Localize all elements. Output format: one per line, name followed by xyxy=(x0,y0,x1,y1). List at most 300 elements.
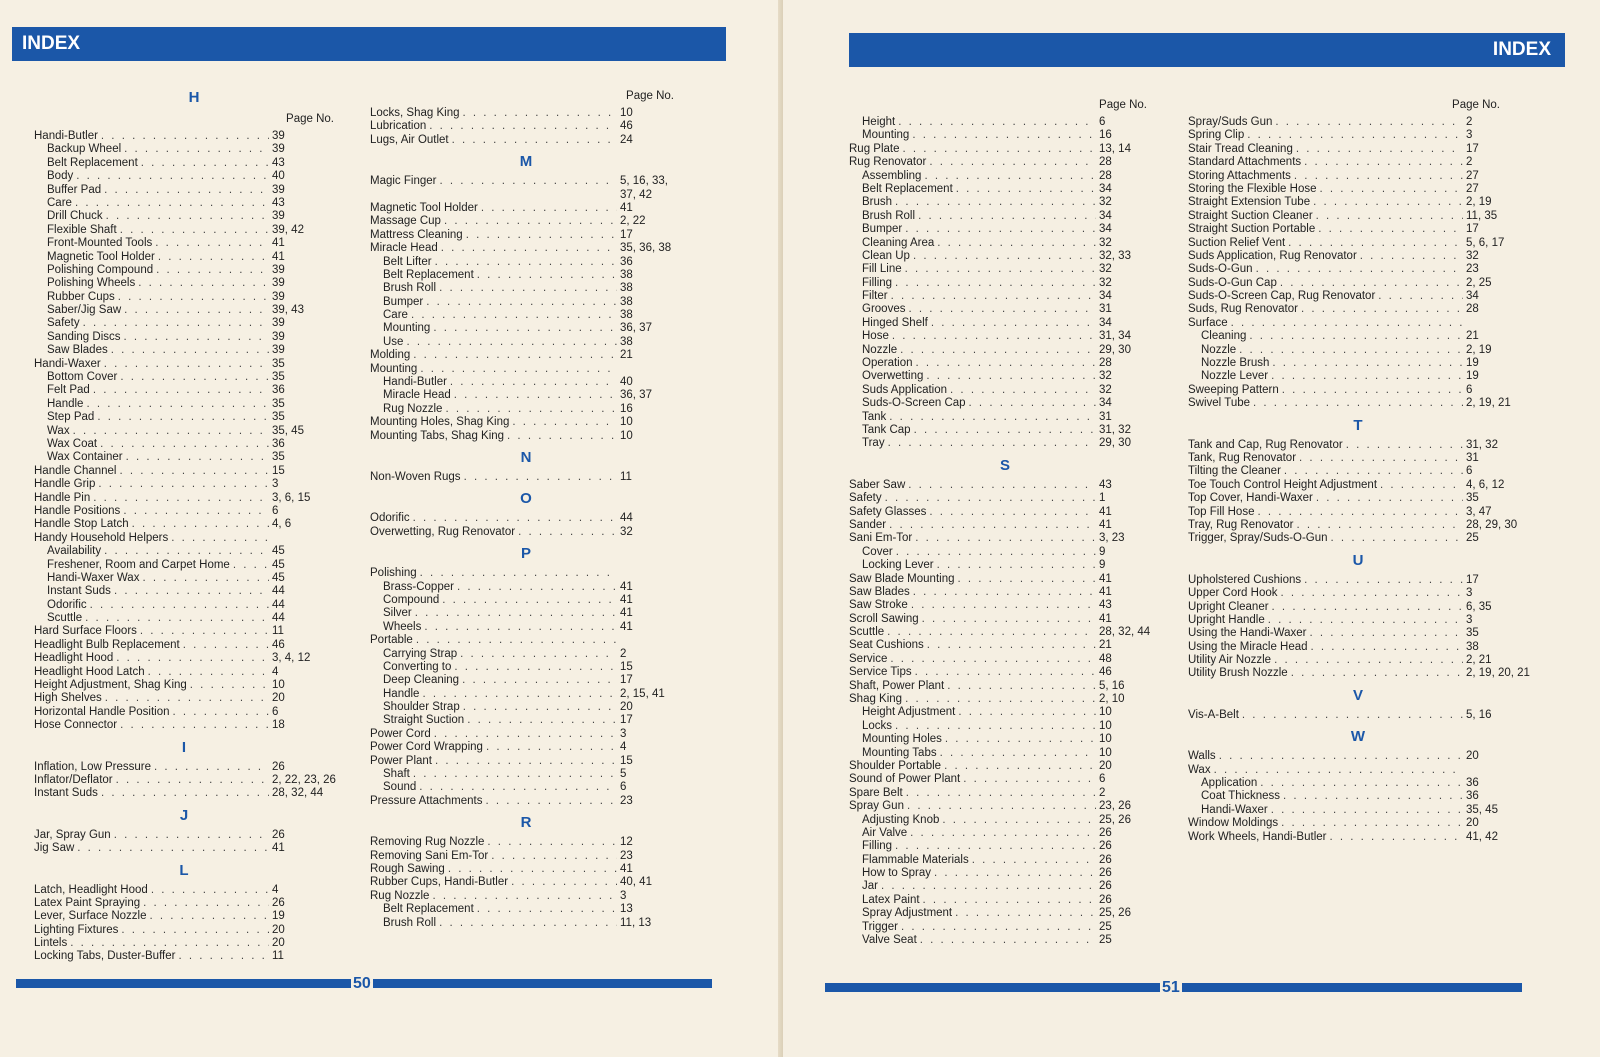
index-subentry xyxy=(34,398,334,411)
entry-page-numbers: 41 xyxy=(1099,505,1112,518)
leader-dots xyxy=(155,237,269,250)
entry-page-numbers: 41 xyxy=(620,201,633,214)
entry-page-numbers: 6 xyxy=(1099,116,1106,128)
section-letter-m: M xyxy=(519,153,533,171)
entry-page-numbers: 35 xyxy=(1466,492,1479,505)
entry-term: Grooves xyxy=(862,303,906,316)
entry-page-numbers: 44 xyxy=(272,612,285,625)
entry-term: Air Valve xyxy=(862,826,908,839)
leader-dots xyxy=(1313,196,1463,209)
entry-page-numbers: 5, 6, 17 xyxy=(1466,236,1505,249)
index-entry xyxy=(1188,183,1528,196)
entry-page-numbers: 17 xyxy=(1466,142,1479,155)
leader-dots xyxy=(441,242,617,255)
leader-dots xyxy=(450,376,617,389)
index-entry xyxy=(1188,452,1528,465)
left-col2-entries xyxy=(370,107,682,930)
index-entry xyxy=(370,363,682,376)
entry-term: Top Cover, Handi-Waxer xyxy=(1188,492,1313,505)
index-entry xyxy=(34,692,334,705)
index-entry xyxy=(34,774,334,787)
index-entry xyxy=(34,625,334,638)
leader-dots xyxy=(895,840,1096,853)
entry-page-numbers: 25 xyxy=(1099,934,1112,947)
entry-page-numbers: 41 xyxy=(620,580,633,593)
index-subentry xyxy=(849,223,1161,236)
index-subentry xyxy=(849,894,1161,907)
entry-term: Window Moldings xyxy=(1188,817,1279,830)
leader-dots xyxy=(435,755,617,768)
entry-term: Valve Seat xyxy=(862,934,917,947)
leader-dots xyxy=(895,277,1096,290)
leader-dots xyxy=(154,761,269,774)
leader-dots xyxy=(1283,790,1463,803)
entry-page-numbers: 32, 33 xyxy=(1099,249,1131,262)
entry-page-numbers: 38 xyxy=(620,268,633,281)
leader-dots xyxy=(124,331,269,344)
index-subentry xyxy=(849,934,1161,947)
leader-dots xyxy=(123,505,269,518)
entry-page-numbers: 5, 16 xyxy=(1099,679,1125,692)
entry-page-numbers: 20 xyxy=(272,923,285,936)
entry-term: Use xyxy=(383,335,404,348)
index-entry xyxy=(1188,479,1528,492)
entry-page-numbers: 11 xyxy=(272,950,284,963)
leader-dots xyxy=(911,599,1096,612)
index-subentry xyxy=(34,224,334,237)
leader-dots xyxy=(463,107,617,120)
entry-page-numbers: 34 xyxy=(1099,290,1112,303)
entry-term: Buffer Pad xyxy=(47,183,102,196)
index-subentry xyxy=(1188,777,1528,790)
index-subentry xyxy=(849,397,1161,410)
index-entry xyxy=(849,800,1161,813)
leader-dots xyxy=(922,613,1096,626)
leader-dots xyxy=(111,344,269,357)
entry-term: Wax Container xyxy=(47,451,123,464)
leader-dots xyxy=(896,546,1096,559)
leader-dots xyxy=(890,653,1096,666)
leader-dots xyxy=(114,585,269,598)
entry-term: Power Plant xyxy=(370,754,433,767)
leader-dots xyxy=(945,733,1096,746)
entry-term: Brush Roll xyxy=(383,916,437,929)
entry-term: Scuttle xyxy=(849,626,885,639)
leader-dots xyxy=(887,626,1096,639)
entry-term: Lever, Surface Nozzle xyxy=(34,910,147,923)
entry-page-numbers: 6 xyxy=(272,705,279,718)
index-entry xyxy=(34,950,334,963)
entry-term: Safety xyxy=(47,317,80,330)
index-subentry xyxy=(34,304,334,317)
entry-term: Bumper xyxy=(383,295,424,308)
entry-page-numbers: 34 xyxy=(1099,223,1112,236)
index-entry xyxy=(1188,170,1528,183)
page-no-label: Page No. xyxy=(626,90,674,102)
index-entry xyxy=(849,760,1161,773)
entry-term: Availability xyxy=(47,545,102,558)
entry-term: Bumper xyxy=(862,223,903,236)
entry-term: Power Cord Wrapping xyxy=(370,741,483,754)
leader-dots xyxy=(905,263,1096,276)
entry-term: Mattress Cleaning xyxy=(370,228,463,241)
entry-page-numbers: 32 xyxy=(1099,383,1112,396)
leader-dots xyxy=(1288,237,1463,250)
entry-term: Mounting Tabs xyxy=(862,746,937,759)
index-subentry xyxy=(849,170,1161,183)
entry-term: Lugs, Air Outlet xyxy=(370,133,449,146)
index-subentry xyxy=(370,768,682,781)
right-header-title: INDEX xyxy=(1492,39,1551,60)
entry-page-numbers: 44 xyxy=(272,585,285,598)
leader-dots xyxy=(924,170,1096,183)
index-subentry xyxy=(34,371,334,384)
leader-dots xyxy=(442,594,617,607)
page-no-label: Page No. xyxy=(1099,99,1147,111)
leader-dots xyxy=(138,277,269,290)
index-subentry xyxy=(849,317,1161,330)
entry-page-numbers: 11 xyxy=(620,470,632,483)
index-entry xyxy=(370,134,682,147)
leader-dots xyxy=(75,197,269,210)
index-subentry xyxy=(370,607,682,620)
index-entry xyxy=(370,567,682,580)
entry-page-numbers: 31, 32 xyxy=(1466,438,1498,451)
entry-page-numbers: 34 xyxy=(1099,316,1112,329)
entry-term: Brass-Copper xyxy=(383,580,454,593)
leader-dots xyxy=(422,688,617,701)
index-entry xyxy=(849,599,1161,612)
leader-dots xyxy=(1247,129,1463,142)
entry-term: Service xyxy=(849,652,888,665)
entry-page-numbers: 2, 19 xyxy=(1466,343,1492,356)
entry-page-numbers: 34 xyxy=(1466,290,1479,303)
index-entry xyxy=(370,189,682,202)
index-entry xyxy=(1188,587,1528,600)
leader-dots xyxy=(1294,170,1463,183)
entry-page-numbers: 2 xyxy=(1466,156,1473,169)
index-subentry xyxy=(370,336,682,349)
entry-page-numbers: 27 xyxy=(1466,169,1479,182)
entry-page-numbers: 31 xyxy=(1099,303,1112,316)
index-entry xyxy=(849,506,1161,519)
index-entry xyxy=(370,755,682,768)
entry-page-numbers: 31, 32 xyxy=(1099,423,1131,436)
entry-term: Spring Clip xyxy=(1188,129,1245,142)
index-entry xyxy=(1188,439,1528,452)
entry-page-numbers: 28 xyxy=(1466,303,1479,316)
entry-term: Handle Positions xyxy=(34,504,121,517)
entry-page-numbers: 35 xyxy=(272,451,285,464)
entry-page-numbers: 39 xyxy=(272,183,285,196)
leader-dots xyxy=(908,479,1096,492)
index-entry xyxy=(34,787,334,800)
leader-dots xyxy=(444,215,617,228)
entry-page-numbers: 13, 14 xyxy=(1099,142,1131,155)
leader-dots xyxy=(915,532,1096,545)
entry-term: Belt Replacement xyxy=(47,156,138,169)
entry-term: Magnetic Tool Holder xyxy=(47,250,155,263)
leader-dots xyxy=(100,438,269,451)
entry-term: Coat Thickness xyxy=(1201,790,1281,803)
entry-page-numbers: 3, 6, 15 xyxy=(272,491,311,504)
entry-term: Headlight Hood Latch xyxy=(34,665,145,678)
entry-term: Nozzle Brush xyxy=(1201,357,1270,370)
leader-dots xyxy=(906,787,1096,800)
index-subentry xyxy=(34,545,334,558)
entry-term: Miracle Head xyxy=(370,242,438,255)
index-subentry xyxy=(34,291,334,304)
index-entry xyxy=(34,532,334,545)
leader-dots xyxy=(944,760,1096,773)
index-entry xyxy=(849,143,1161,156)
entry-term: Handi-Waxer Wax xyxy=(47,571,140,584)
index-entry xyxy=(1188,831,1528,844)
entry-page-numbers: 46 xyxy=(1099,666,1112,679)
entry-term: Saw Stroke xyxy=(849,599,908,612)
index-entry xyxy=(34,518,334,531)
index-subentry xyxy=(370,648,682,661)
index-subentry xyxy=(1188,790,1528,803)
index-entry xyxy=(1188,196,1528,209)
leader-dots xyxy=(914,424,1096,437)
index-entry xyxy=(1188,614,1528,627)
leader-dots xyxy=(411,309,617,322)
entry-page-numbers: 39 xyxy=(272,317,285,330)
leader-dots xyxy=(957,573,1096,586)
leader-dots xyxy=(419,781,617,794)
index-entry xyxy=(1188,817,1528,830)
index-subentry xyxy=(849,303,1161,316)
entry-term: Front-Mounted Tools xyxy=(47,237,153,250)
entry-term: Rug Renovator xyxy=(849,156,927,169)
left-index-header xyxy=(12,27,726,61)
leader-dots xyxy=(486,741,617,754)
entry-term: Jar, Spray Gun xyxy=(34,828,111,841)
entry-page-numbers: 34 xyxy=(1099,182,1112,195)
entry-page-numbers: 19 xyxy=(1466,370,1479,383)
index-entry xyxy=(1188,237,1528,250)
entry-page-numbers: 1 xyxy=(1099,492,1106,505)
entry-term: Locking Tabs, Duster-Buffer xyxy=(34,950,176,963)
entry-page-numbers: 36 xyxy=(272,437,285,450)
entry-page-numbers: 5, 16, 33, xyxy=(620,175,668,188)
index-subentry xyxy=(849,733,1161,746)
index-entry xyxy=(34,842,334,855)
leader-dots xyxy=(114,829,269,842)
index-subentry xyxy=(849,250,1161,263)
entry-term: Rug Plate xyxy=(849,142,900,155)
entry-page-numbers: 28 xyxy=(1099,156,1112,169)
index-subentry xyxy=(849,330,1161,343)
leader-dots xyxy=(1249,330,1463,343)
section-letter-p: P xyxy=(520,545,531,563)
entry-term: Hose Connector xyxy=(34,719,118,732)
entry-term: Toe Touch Control Height Adjustment xyxy=(1188,478,1378,491)
entry-page-numbers: 43 xyxy=(1099,478,1112,491)
entry-term: Instant Suds xyxy=(34,787,98,800)
entry-term: Handle Pin xyxy=(34,491,91,504)
entry-term: High Shelves xyxy=(34,692,102,705)
entry-term: Tray, Rug Renovator xyxy=(1188,518,1294,531)
entry-page-numbers: 26 xyxy=(1099,880,1112,893)
leader-dots xyxy=(1268,614,1463,627)
entry-term: Utility Brush Nozzle xyxy=(1188,667,1288,680)
leader-dots xyxy=(1291,667,1463,680)
entry-page-numbers: 21 xyxy=(1099,639,1112,652)
entry-page-numbers: 19 xyxy=(272,910,285,923)
index-subentry xyxy=(370,714,682,727)
leader-dots xyxy=(460,648,617,661)
entry-page-numbers: 39, 42 xyxy=(272,223,304,236)
leader-dots xyxy=(1309,627,1463,640)
entry-page-numbers: 2 xyxy=(1466,116,1473,128)
entry-term: Sound xyxy=(383,781,417,794)
entry-term: Straight Extension Tube xyxy=(1188,196,1311,209)
entry-page-numbers: 36 xyxy=(272,384,285,397)
index-subentry xyxy=(34,184,334,197)
leader-dots xyxy=(143,897,269,910)
leader-dots xyxy=(1257,506,1463,519)
entry-term: Tank xyxy=(862,410,887,423)
leader-dots xyxy=(415,607,617,620)
section-letter: H xyxy=(188,89,200,106)
leader-dots xyxy=(148,666,269,679)
entry-page-numbers: 43 xyxy=(1099,599,1112,612)
entry-page-numbers: 16 xyxy=(1099,129,1112,142)
leader-dots xyxy=(477,903,617,916)
leader-dots xyxy=(923,894,1096,907)
leader-dots xyxy=(901,921,1096,934)
index-entry xyxy=(370,107,682,120)
entry-term: Tank Cap xyxy=(862,423,911,436)
index-subentry xyxy=(34,197,334,210)
entry-term: Belt Replacement xyxy=(383,268,474,281)
leader-dots xyxy=(151,884,269,897)
entry-page-numbers: 16 xyxy=(620,402,633,415)
index-entry xyxy=(34,897,334,910)
leader-dots xyxy=(406,336,617,349)
entry-page-numbers: 2, 22 xyxy=(620,215,646,228)
leader-dots xyxy=(1329,831,1463,844)
entry-term: Safety xyxy=(849,492,882,505)
index-entry xyxy=(34,666,334,679)
entry-page-numbers: 11 xyxy=(272,625,284,638)
leader-dots xyxy=(466,229,617,242)
entry-page-numbers: 17 xyxy=(1466,223,1479,236)
leader-dots xyxy=(937,559,1096,572)
entry-term: Overwetting xyxy=(862,370,924,383)
index-subentry xyxy=(849,384,1161,397)
entry-term: Rough Sawing xyxy=(370,862,445,875)
leader-dots xyxy=(77,842,269,855)
entry-page-numbers: 3 xyxy=(1466,587,1473,600)
index-entry xyxy=(849,492,1161,505)
leader-dots xyxy=(1272,357,1463,370)
entry-term: Cleaning Area xyxy=(862,236,935,249)
index-entry xyxy=(34,829,334,842)
entry-page-numbers: 20 xyxy=(620,701,633,714)
entry-term: Spare Belt xyxy=(849,786,903,799)
entry-page-numbers: 2, 21 xyxy=(1466,654,1492,667)
leader-dots xyxy=(885,492,1096,505)
leader-dots xyxy=(950,384,1096,397)
index-subentry xyxy=(849,116,1161,129)
index-subentry xyxy=(849,867,1161,880)
leader-dots xyxy=(1316,492,1463,505)
index-subentry xyxy=(34,170,334,183)
entry-term: Portable xyxy=(370,634,413,647)
index-entry xyxy=(1188,317,1528,330)
entry-term: Tank and Cap, Rug Renovator xyxy=(1188,438,1343,451)
leader-dots xyxy=(141,157,269,170)
index-subentry xyxy=(849,747,1161,760)
entry-page-numbers: 41 xyxy=(620,607,633,620)
leader-dots xyxy=(416,634,617,647)
leader-dots xyxy=(1319,183,1463,196)
entry-term: Upholstered Cushions xyxy=(1188,573,1302,586)
entry-term: Handle Stop Latch xyxy=(34,518,129,531)
leader-dots xyxy=(142,572,269,585)
index-subentry xyxy=(849,437,1161,450)
index-subentry xyxy=(849,263,1161,276)
leader-dots xyxy=(467,714,617,727)
leader-dots xyxy=(173,706,269,719)
entry-page-numbers: 31 xyxy=(1099,410,1112,423)
entry-term: Clean Up xyxy=(862,249,910,262)
entry-term: Seat Cushions xyxy=(849,639,924,652)
index-subentry xyxy=(370,661,682,674)
leader-dots xyxy=(926,370,1096,383)
entry-page-numbers: 2, 10 xyxy=(1099,693,1125,706)
index-subentry xyxy=(34,143,334,156)
leader-dots xyxy=(1360,250,1463,263)
entry-term: Jar xyxy=(862,880,878,893)
entry-term: Mounting Tabs, Shag King xyxy=(370,429,505,442)
entry-term: Jig Saw xyxy=(34,842,75,855)
entry-term: Bottom Cover xyxy=(47,371,118,384)
entry-page-numbers: 40 xyxy=(272,170,285,183)
leader-dots xyxy=(85,612,269,625)
index-subentry xyxy=(849,854,1161,867)
index-subentry xyxy=(34,237,334,250)
entry-page-numbers: 26 xyxy=(1099,867,1112,880)
entry-term: Non-Woven Rugs xyxy=(370,470,461,483)
leader-dots xyxy=(905,223,1096,236)
leader-dots xyxy=(1296,519,1463,532)
entry-page-numbers: 32 xyxy=(620,525,633,538)
entry-page-numbers: 3 xyxy=(1466,613,1473,626)
entry-term: Shoulder Portable xyxy=(849,759,942,772)
leader-dots xyxy=(891,290,1096,303)
entry-page-numbers: 39, 43 xyxy=(272,304,304,317)
entry-term: Using the Miracle Head xyxy=(1188,640,1308,653)
index-subentry xyxy=(849,196,1161,209)
leader-dots xyxy=(120,224,269,237)
entry-term: Nozzle xyxy=(1201,343,1237,356)
entry-term: Scroll Sawing xyxy=(849,612,919,625)
index-subentry xyxy=(849,290,1161,303)
index-entry xyxy=(370,741,682,754)
entry-term: Flexible Shaft xyxy=(47,223,117,236)
entry-page-numbers: 2 xyxy=(1099,786,1106,799)
entry-page-numbers: 10 xyxy=(620,429,633,442)
entry-term: Headlight Bulb Replacement xyxy=(34,638,180,651)
index-entry xyxy=(1188,654,1528,667)
entry-term: Scuttle xyxy=(47,612,83,625)
entry-term: Assembling xyxy=(862,169,922,182)
leader-dots xyxy=(439,175,617,188)
